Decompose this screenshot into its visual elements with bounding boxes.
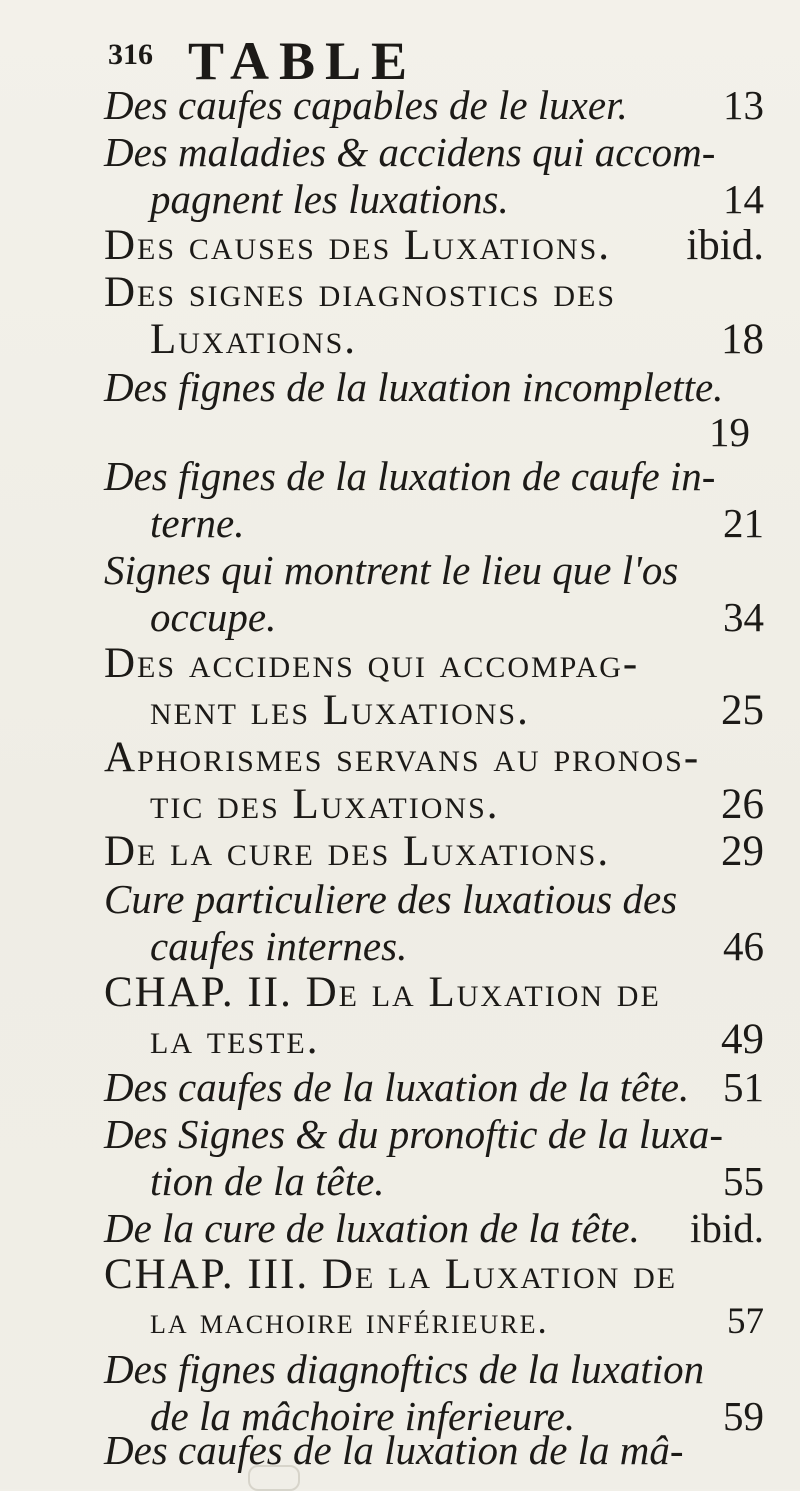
toc-entry-continuation — [150, 1155, 764, 1207]
toc-entry — [104, 450, 764, 502]
toc-entry-text: nent les Luxations. — [150, 687, 530, 734]
toc-section-entry — [104, 220, 764, 272]
toc-section-entry — [104, 826, 764, 878]
toc-entry-continuation — [150, 1296, 764, 1348]
toc-entry-text: Des signes diagnostics des — [104, 269, 617, 316]
toc-page-ref: 18 — [721, 316, 764, 363]
toc-entry-text: Des causes des Luxations. — [104, 222, 612, 269]
toc-entry-text: la teste. — [150, 1016, 320, 1063]
chapter-heading — [104, 967, 764, 1019]
toc-entry-continuation — [150, 685, 764, 737]
toc-entry-text: Des maladies & accidens qui accom- — [104, 129, 716, 175]
toc-entry-continuation — [150, 591, 764, 643]
toc-entry-text: CHAP. III. De la Luxation de — [104, 1251, 678, 1298]
toc-entry-text: caufes internes. — [150, 923, 408, 969]
toc-page-ref: 46 — [723, 923, 764, 969]
toc-page-ref: 25 — [721, 687, 764, 734]
chapter-heading — [104, 1249, 764, 1301]
toc-section-entry — [104, 732, 764, 784]
toc-page-ref: 19 — [709, 409, 750, 455]
toc-entry-continuation — [150, 1014, 764, 1066]
toc-entry-text: CHAP. II. De la Luxation de — [104, 969, 661, 1016]
toc-page-ref: 55 — [723, 1158, 764, 1204]
toc-page-ref: 21 — [723, 500, 764, 546]
toc-page-ref: 51 — [723, 1064, 764, 1110]
toc-page-ref: ibid. — [689, 1205, 764, 1251]
toc-entry — [104, 873, 764, 925]
toc-entry-text: Signes qui montrent le lieu que l'os — [104, 547, 679, 593]
toc-entry-text: Des fignes de la luxation incomplette. — [104, 364, 724, 410]
toc-entry-text: Des accidens qui accompag- — [104, 640, 640, 687]
toc-page-ref: 29 — [721, 828, 764, 875]
toc-page-ref: 26 — [721, 781, 764, 828]
toc-entry — [104, 79, 764, 131]
toc-entry-text: pagnent les luxations. — [150, 176, 509, 222]
toc-entry-text: De la cure des Luxations. — [104, 828, 611, 875]
ink-smudge — [248, 1465, 300, 1491]
toc-page-ref: 13 — [723, 82, 764, 128]
toc-entry-continuation — [150, 779, 764, 831]
toc-entry-text: tic des Luxations. — [150, 781, 500, 828]
toc-entry — [104, 1202, 764, 1254]
toc-entry-text: Des Signes & du pronoftic de la luxa- — [104, 1111, 724, 1157]
toc-entry-text: occupe. — [150, 594, 277, 640]
toc-page-ref: ibid. — [686, 222, 764, 269]
toc-entry-text: Des caufes capables de le luxer. — [104, 82, 628, 128]
toc-entry — [104, 544, 764, 596]
toc-entry-text: Des caufes de la luxation de la mâ- — [104, 1427, 684, 1473]
toc-entry-text: Luxations. — [150, 316, 358, 363]
toc-page-ref: 57 — [727, 1301, 764, 1342]
toc-entry — [104, 1108, 764, 1160]
toc-entry — [104, 1343, 764, 1395]
toc-entry-continuation — [150, 314, 764, 366]
toc-entry-text: terne. — [150, 500, 245, 546]
toc-entry-continuation — [150, 173, 764, 225]
toc-entry-text: la machoire inférieure. — [150, 1301, 549, 1342]
toc-entry — [104, 1061, 764, 1113]
toc-entry-text: Des fignes de la luxation de caufe in- — [104, 453, 716, 499]
toc-page-ref: 34 — [723, 594, 764, 640]
toc-section-entry — [104, 267, 764, 319]
toc-entry-text: De la cure de luxation de la tête. — [104, 1205, 640, 1251]
toc-entry-continuation — [150, 497, 764, 549]
toc-section-entry — [104, 638, 764, 690]
page-number: 316 — [108, 38, 153, 71]
toc-page-ref: 49 — [721, 1016, 764, 1063]
toc-entry — [104, 126, 764, 178]
toc-entry-text: Des caufes de la luxation de la tête. — [104, 1064, 690, 1110]
toc-page-ref: 14 — [723, 176, 764, 222]
toc-entry-continuation — [150, 920, 764, 972]
toc-page-ref: 59 — [723, 1393, 764, 1439]
toc-entry-text: de la mâchoire inferieure. — [150, 1393, 576, 1439]
toc-entry-text: tion de la tête. — [150, 1158, 385, 1204]
toc-entry-text: Aphorismes servans au pronos- — [104, 734, 701, 781]
toc-entry-text: Des fignes diagnoftics de la luxation — [104, 1346, 705, 1392]
toc-entry — [104, 1424, 764, 1476]
running-title: TABLE — [188, 31, 418, 91]
toc-entry-text: Cure particuliere des luxatious des — [104, 876, 678, 922]
